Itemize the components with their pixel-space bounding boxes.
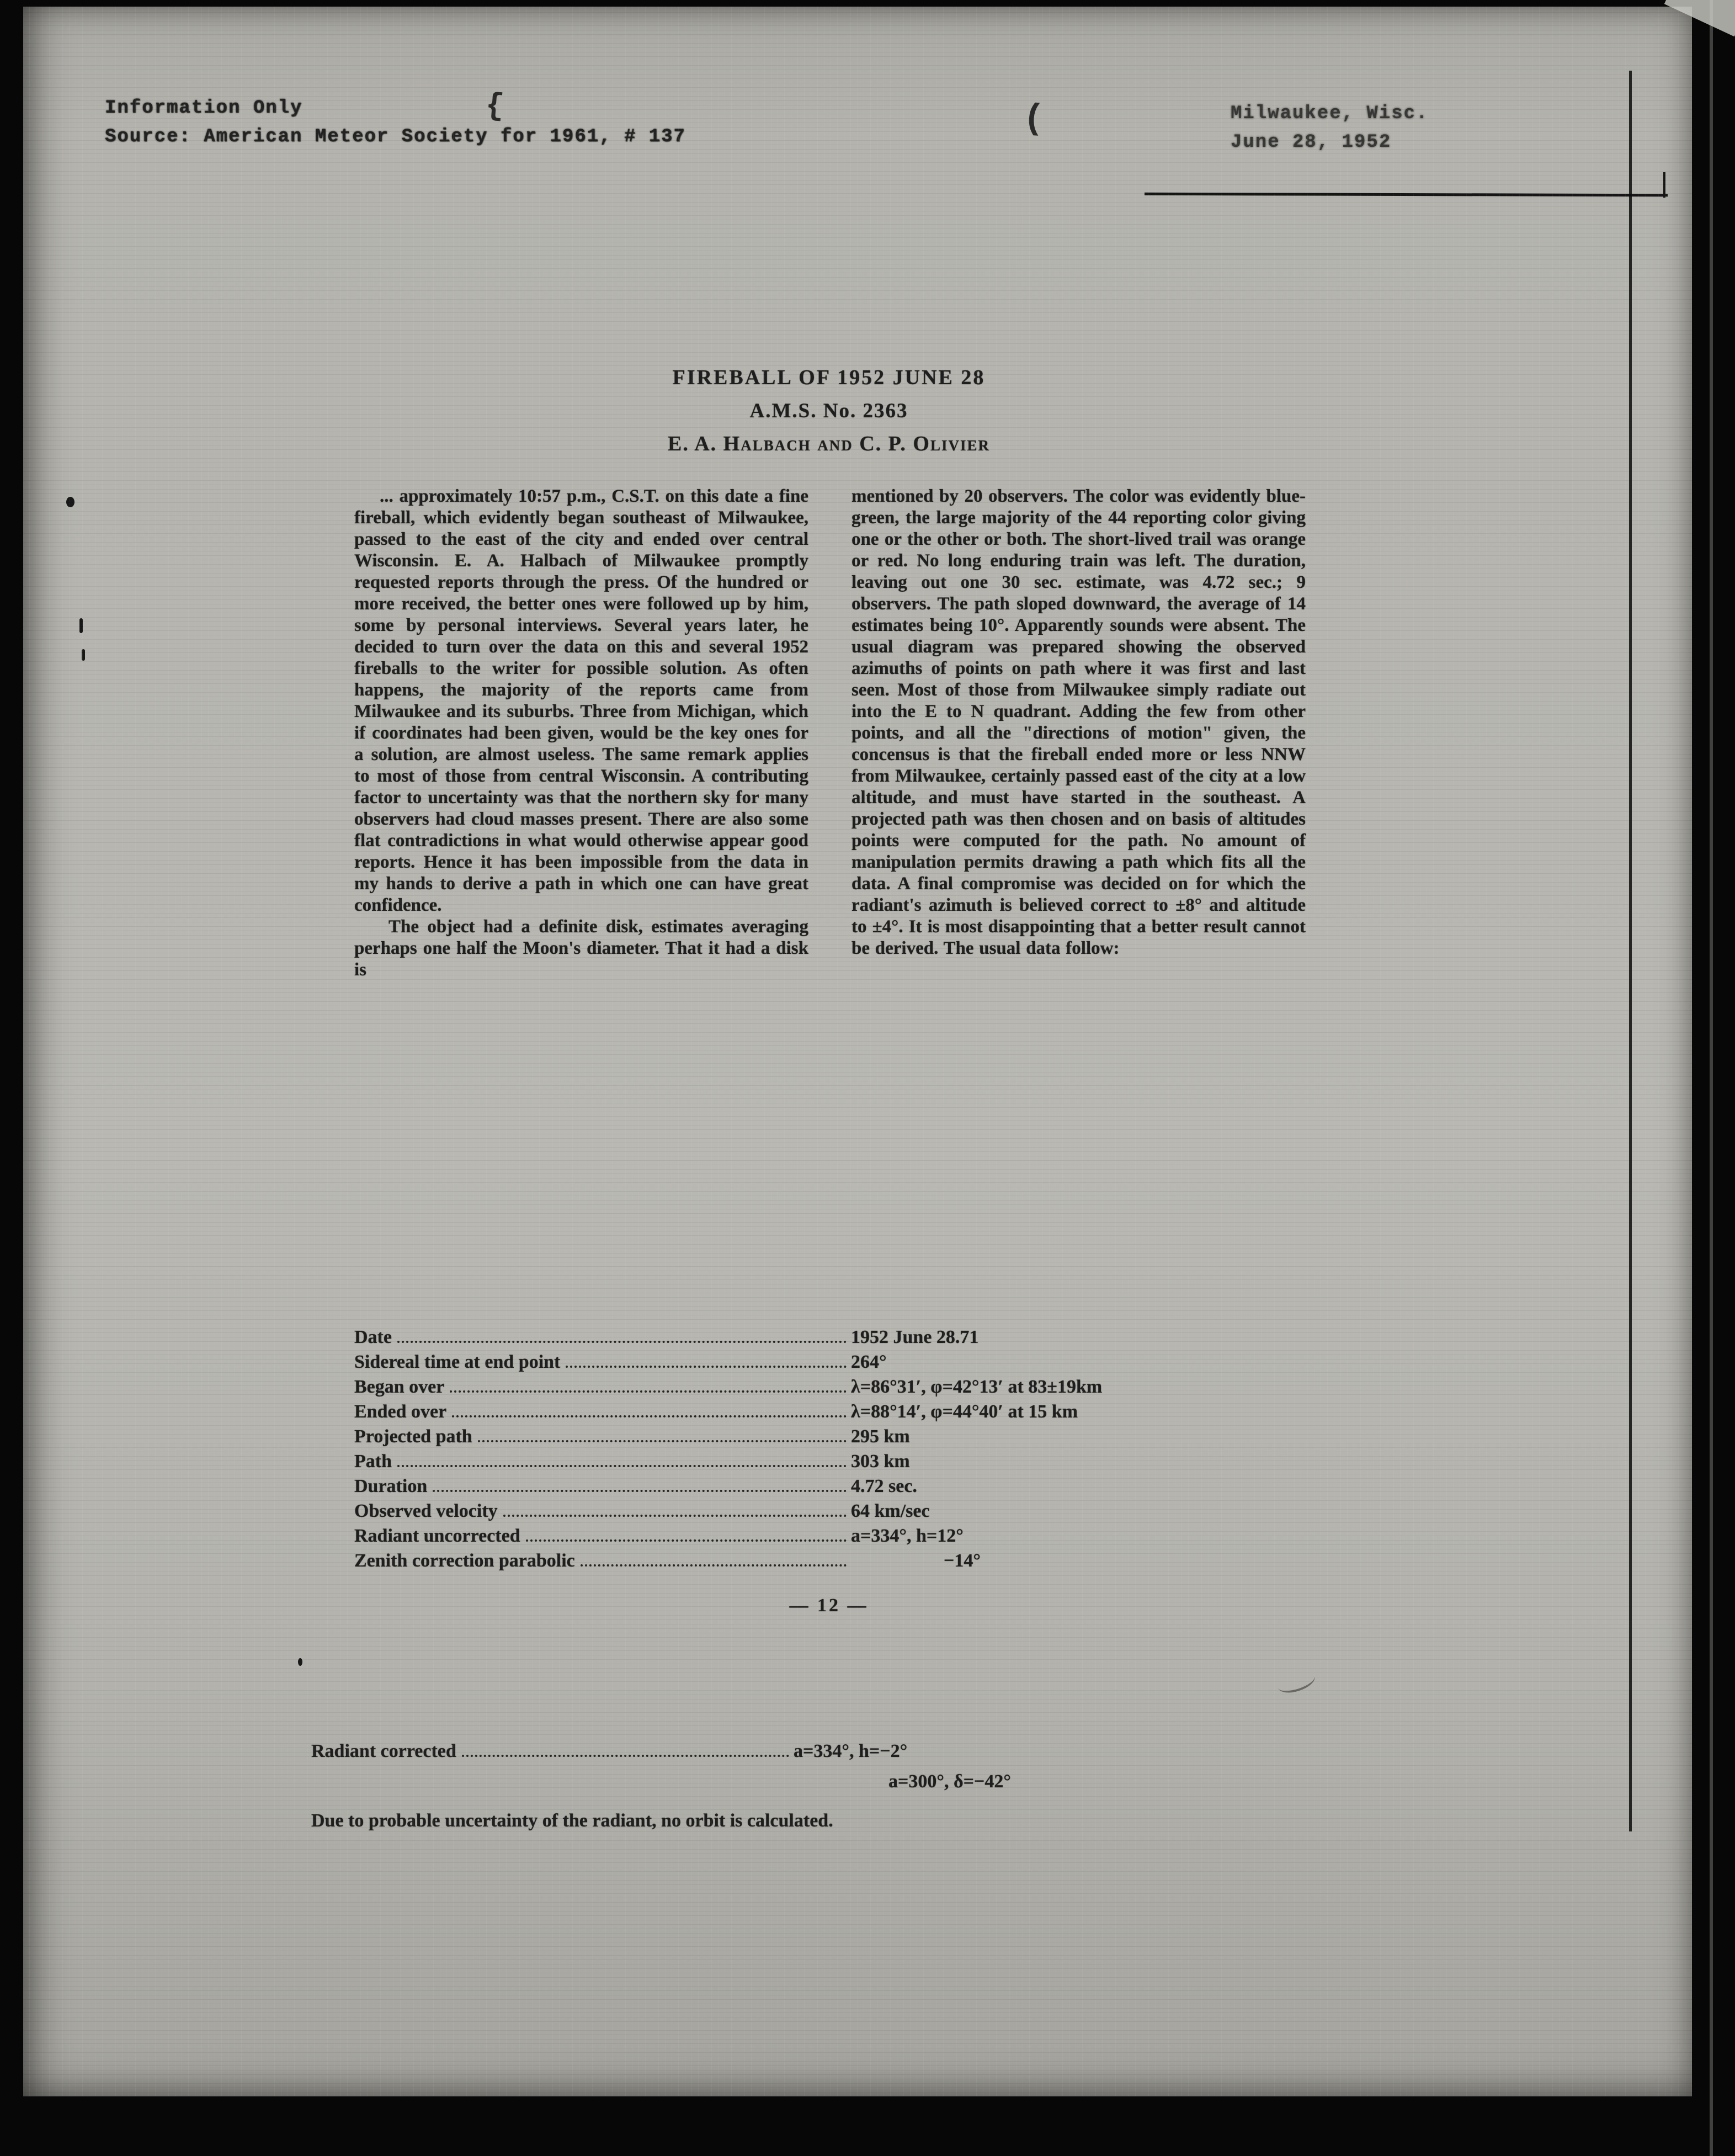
article-authors: E. A. Halbach and C. P. Olivier [667, 432, 990, 455]
table-row [354, 1499, 1216, 1523]
article-ams-number: A.M.S. No. 2363 [749, 400, 908, 422]
row-value: 64 km/sec [851, 1501, 930, 1521]
page-number: — 12 — [789, 1595, 869, 1616]
table-row [354, 1350, 1216, 1374]
paper-sheet [23, 7, 1692, 2096]
table-row [354, 1424, 1216, 1449]
row-label: Radiant uncorrected [354, 1526, 520, 1546]
data-table [354, 1325, 1216, 1573]
row-leader [397, 1465, 847, 1467]
radiant-corrected-row-2 [311, 1769, 1173, 1794]
article-body [354, 486, 1306, 981]
radiant-corrected-row [311, 1739, 1173, 1764]
paragraph-left-1: ... approximately 10:57 p.m., C.S.T. on this date a fine fireball, which evidently began southeast of Milwaukee, passed to the east of the city and ended over central Wisconsin. E. A. Halbach of Milwaukee promptly requested reports through the press. Of the hundred or more received, the better ones were followed up by him, some by personal interviews. Several years later, he decided to turn over the data on this and several 1952 fireballs to the writer for possible solution. As often happens, the majority of the reports came from Milwaukee and its suburbs. Three from Michigan, which if coordinates had been given, would be the key ones for a solution, are almost useless. The same remark applies to most of those from central Wisconsin. A contributing factor to uncertainty was that the northern sky for many observers had cloud masses present. There are also some flat contradictions in what would otherwise appear good reports. Hence it has been impossible from the data in my hands to derive a path in which one can have great confidence. [354, 486, 808, 915]
ink-underline-mark [1145, 193, 1668, 197]
table-row [354, 1474, 1216, 1499]
stamp-info-only: Information Only [105, 98, 303, 119]
row-value: 295 km [851, 1426, 910, 1447]
row-leader [450, 1390, 847, 1393]
title-block [354, 365, 1303, 456]
row-leader [503, 1515, 847, 1517]
scan-speck [79, 618, 83, 633]
scan-speck [82, 649, 85, 661]
stamp-source: Source: American Meteor Society for 1961, # 137 [105, 126, 686, 147]
row-label: Duration [354, 1476, 428, 1496]
article-title: FIREBALL OF 1952 JUNE 28 [672, 366, 986, 389]
row-label: Sidereal time at end point [354, 1352, 561, 1372]
body-column-left [354, 486, 808, 981]
row-value: 1952 June 28.71 [851, 1327, 979, 1347]
row-label: Began over [354, 1377, 445, 1397]
paragraph-left-2: The object had a definite disk, estimates averaging perhaps one half the Moon's diameter. That it had a disk is [354, 917, 808, 980]
stamp-date: June 28, 1952 [1231, 132, 1392, 153]
row-value: 4.72 sec. [851, 1476, 917, 1496]
pencil-squiggle-mark [1275, 1667, 1317, 1697]
table-row [354, 1325, 1216, 1350]
row-leader [478, 1440, 847, 1442]
table-row [354, 1548, 1216, 1573]
table-row [354, 1449, 1216, 1474]
footnote: Due to probable uncertainty of the radiant, no orbit is calculated. [311, 1810, 833, 1831]
row-label: Ended over [354, 1401, 447, 1422]
row-value: −14° [944, 1550, 981, 1571]
radiant-corrected-block [311, 1739, 1173, 1794]
row-leader [566, 1366, 847, 1368]
row-label: Zenith correction parabolic [354, 1550, 575, 1571]
row-value: λ=88°14′, φ=44°40′ at 15 km [851, 1401, 1078, 1422]
row-value: a=334°, h=12° [851, 1526, 964, 1546]
row-leader [462, 1755, 789, 1757]
row-value: a=300°, δ=−42° [888, 1771, 1011, 1792]
table-row [354, 1374, 1216, 1399]
ink-underline-tick [1663, 172, 1665, 198]
row-value: 303 km [851, 1451, 910, 1472]
scanner-edge-streak [1710, 0, 1713, 2156]
scan-speck [298, 1658, 302, 1666]
scan-speck [66, 497, 74, 507]
stray-mark-paren: ( [1022, 99, 1046, 140]
row-value: a=334°, h=−2° [794, 1741, 908, 1761]
row-label: Date [354, 1327, 392, 1347]
row-leader [452, 1415, 847, 1417]
body-column-right [851, 486, 1306, 981]
row-leader [526, 1539, 847, 1542]
stamp-city: Milwaukee, Wisc. [1231, 103, 1429, 124]
row-label: Observed velocity [354, 1501, 498, 1521]
row-leader [581, 1564, 847, 1566]
row-leader [397, 1341, 847, 1343]
stray-mark-brace: { [484, 87, 505, 125]
table-row [354, 1523, 1216, 1548]
table-row [354, 1399, 1216, 1424]
paragraph-right-1: mentioned by 20 observers. The color was evidently blue-green, the large majority of the 44 reporting color giving one or the other or both. The short-lived trail was orange or red. No long enduring train was left. The duration, leaving out one 30 sec. estimate, was 4.72 sec.; 9 observers. The path sloped downward, the average of 14 estimates being 10°. Apparently sounds were absent. The usual diagram was prepared showing the observed azimuths of points on path where it was first and last seen. Most of those from Milwaukee simply radiate out into the E to N quadrant. Adding the few from other points, and all the "directions of motion" given, the concensus is that the fireball ended more or less NNW from Milwaukee, certainly passed east of the city at a low altitude, and must have started in the southeast. A projected path was then chosen and on basis of altitudes points were computed for the path. No amount of manipulation permits drawing a path which fits all the data. A final compromise was decided on for which the radiant's azimuth is believed correct to ±8° and altitude to ±4°. It is most disappointing that a better result cannot be derived. The usual data follow: [851, 486, 1306, 958]
row-value: λ=86°31′, φ=42°13′ at 83±19km [851, 1377, 1103, 1397]
row-leader [433, 1490, 847, 1492]
row-label: Projected path [354, 1426, 472, 1447]
page-crease-line [1629, 71, 1632, 1831]
row-label: Path [354, 1451, 392, 1472]
row-value: 264° [851, 1352, 887, 1372]
archive-stamp-right [1231, 99, 1428, 157]
row-label: Radiant corrected [311, 1741, 456, 1761]
archive-stamp-left [105, 94, 686, 151]
